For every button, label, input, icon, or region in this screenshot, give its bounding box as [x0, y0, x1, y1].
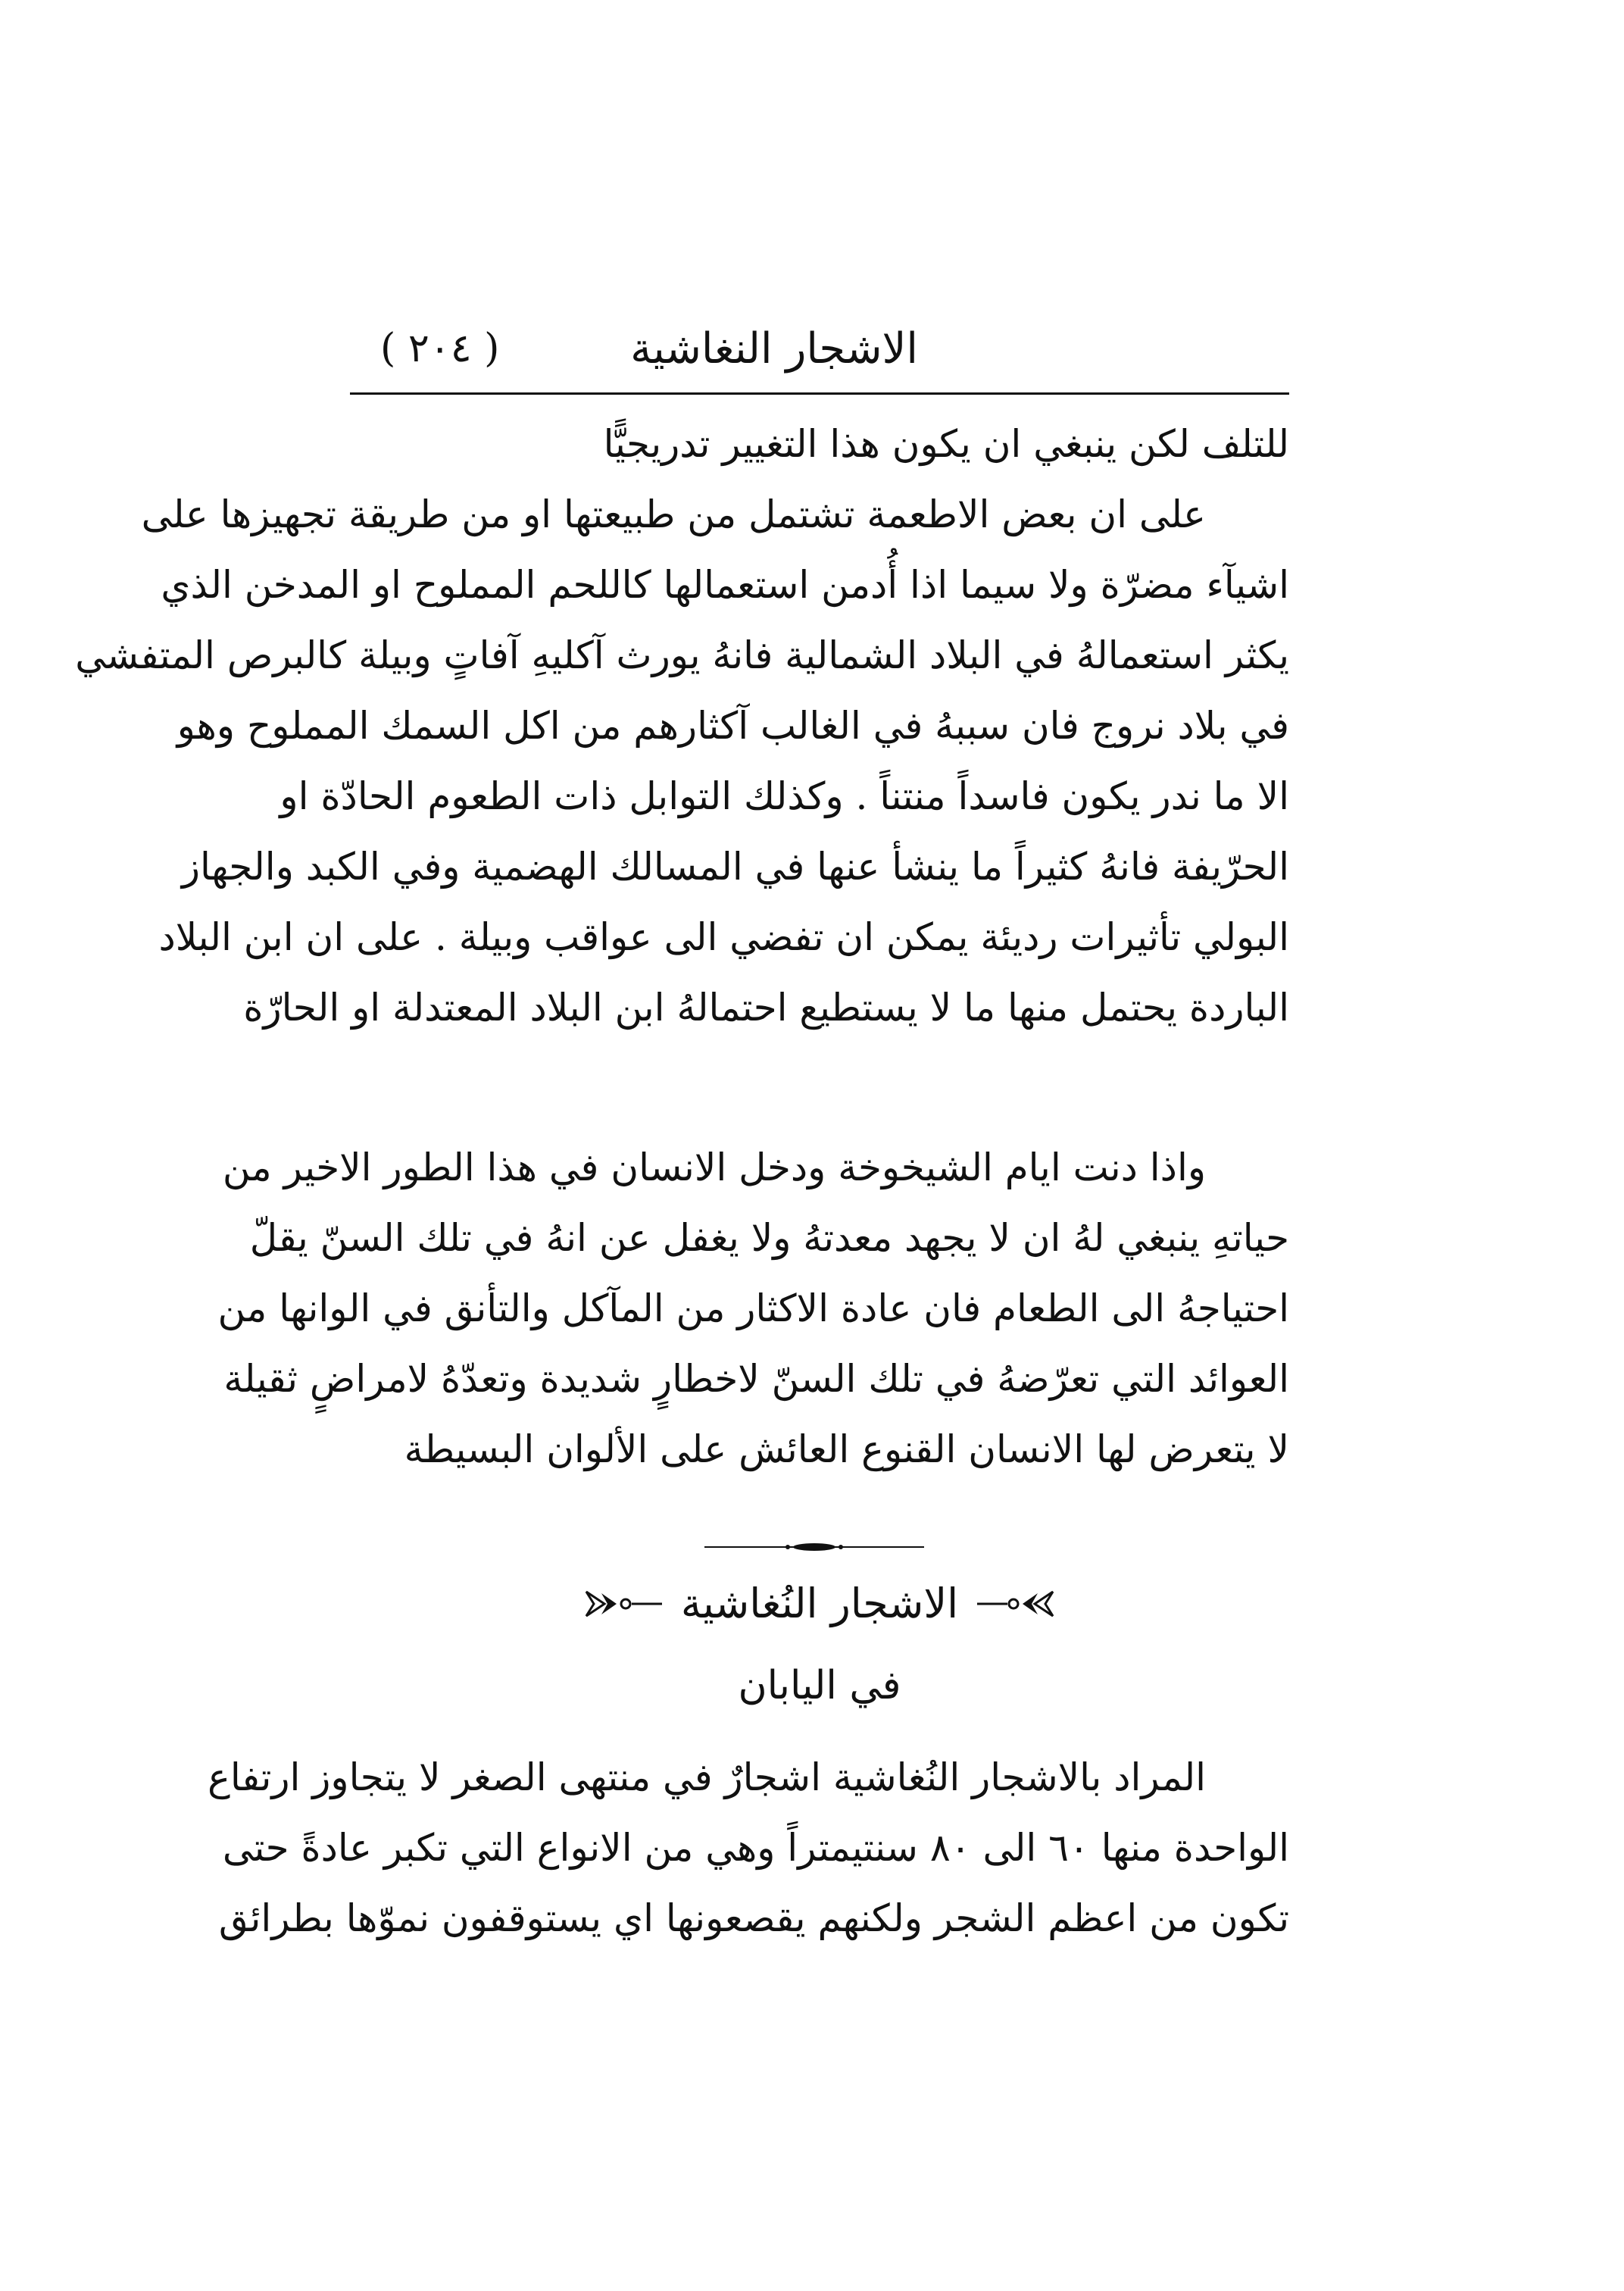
text-line: البولي تأثيرات رديئة يمكن ان تفضي الى عواقب وبيلة . على ان ابن البلاد	[158, 915, 1289, 959]
text-line: حياتهِ ينبغي لهُ ان لا يجهد معدتهُ ولا يغفل عن انهُ في تلك السنّ يقلّ	[249, 1216, 1289, 1260]
section-heading	[350, 1580, 1289, 1655]
text-line: الباردة يحتمل منها ما لا يستطيع احتمالهُ ابن البلاد المعتدلة او الحارّة	[243, 986, 1289, 1030]
text-line: على ان بعض الاطعمة تشتمل من طبيعتها او من طريقة تجهيزها على	[141, 492, 1206, 536]
paragraph-3	[208, 1742, 1289, 1954]
text-line: العوائد التي تعرّضهُ في تلك السنّ لاخطارٍ شديدة وتعدّهُ لامراضٍ ثقيلة	[223, 1357, 1289, 1401]
text-line: تكون من اعظم الشجر ولكنهم يقصعونها اي يستوقفون نموّها بطرائق	[218, 1896, 1289, 1940]
text-line: المراد بالاشجار النُغاشية اشجارٌ في منتهى الصغر لا يتجاوز ارتفاع	[208, 1755, 1206, 1799]
text-line: الا ما ندر يكون فاسداً منتناً . وكذلك التوابل ذات الطعوم الحادّة او	[280, 774, 1289, 818]
running-title: الاشجار النغاشية	[630, 324, 918, 373]
section-title: الاشجار النُغاشية	[680, 1580, 959, 1627]
paragraph-2	[217, 1133, 1289, 1485]
ornament-divider	[704, 1542, 924, 1552]
text-line: الحرّيفة فانهُ كثيراً ما ينشأ عنها في المسالك الهضمية وفي الكبد والجهاز	[181, 845, 1289, 889]
section-subtitle: في اليابان	[738, 1663, 901, 1708]
text-line: واذا دنت ايام الشيخوخة ودخل الانسان في هذا الطور الاخير من	[222, 1146, 1206, 1189]
page-number: ( ٢٠٤ )	[380, 326, 500, 371]
text-line: لا يتعرض لها الانسان القنوع العائش على الألوان البسيطة	[404, 1427, 1289, 1471]
page-header	[350, 311, 1289, 386]
text-line: اشيآء مضرّة ولا سيما اذا أُدمن استعمالها كاللحم المملوح او المدخن الذي	[161, 563, 1289, 607]
paragraph-1	[75, 409, 1289, 1043]
text-line: في بلاد نروج فان سببهُ في الغالب آكثارهم من اكل السمك المملوح وهو	[176, 704, 1289, 748]
header-rule	[350, 392, 1289, 395]
text-line: يكثر استعمالهُ في البلاد الشمالية فانهُ يورث آكليهِ آفاتٍ وبيلة كالبرص المتفشي	[75, 633, 1289, 677]
fleuron-icon	[977, 1589, 1060, 1619]
text-line: الواحدة منها ٦٠ الى ٨٠ سنتيمتراً وهي من الانواع التي تكبر عادةً حتى	[222, 1826, 1289, 1870]
text-line: احتياجهُ الى الطعام فان عادة الاكثار من المآكل والتأنق في الوانها من	[217, 1286, 1289, 1330]
fleuron-icon	[579, 1589, 662, 1619]
text-line: للتلف لكن ينبغي ان يكون هذا التغيير تدريجيًّا	[603, 422, 1289, 466]
